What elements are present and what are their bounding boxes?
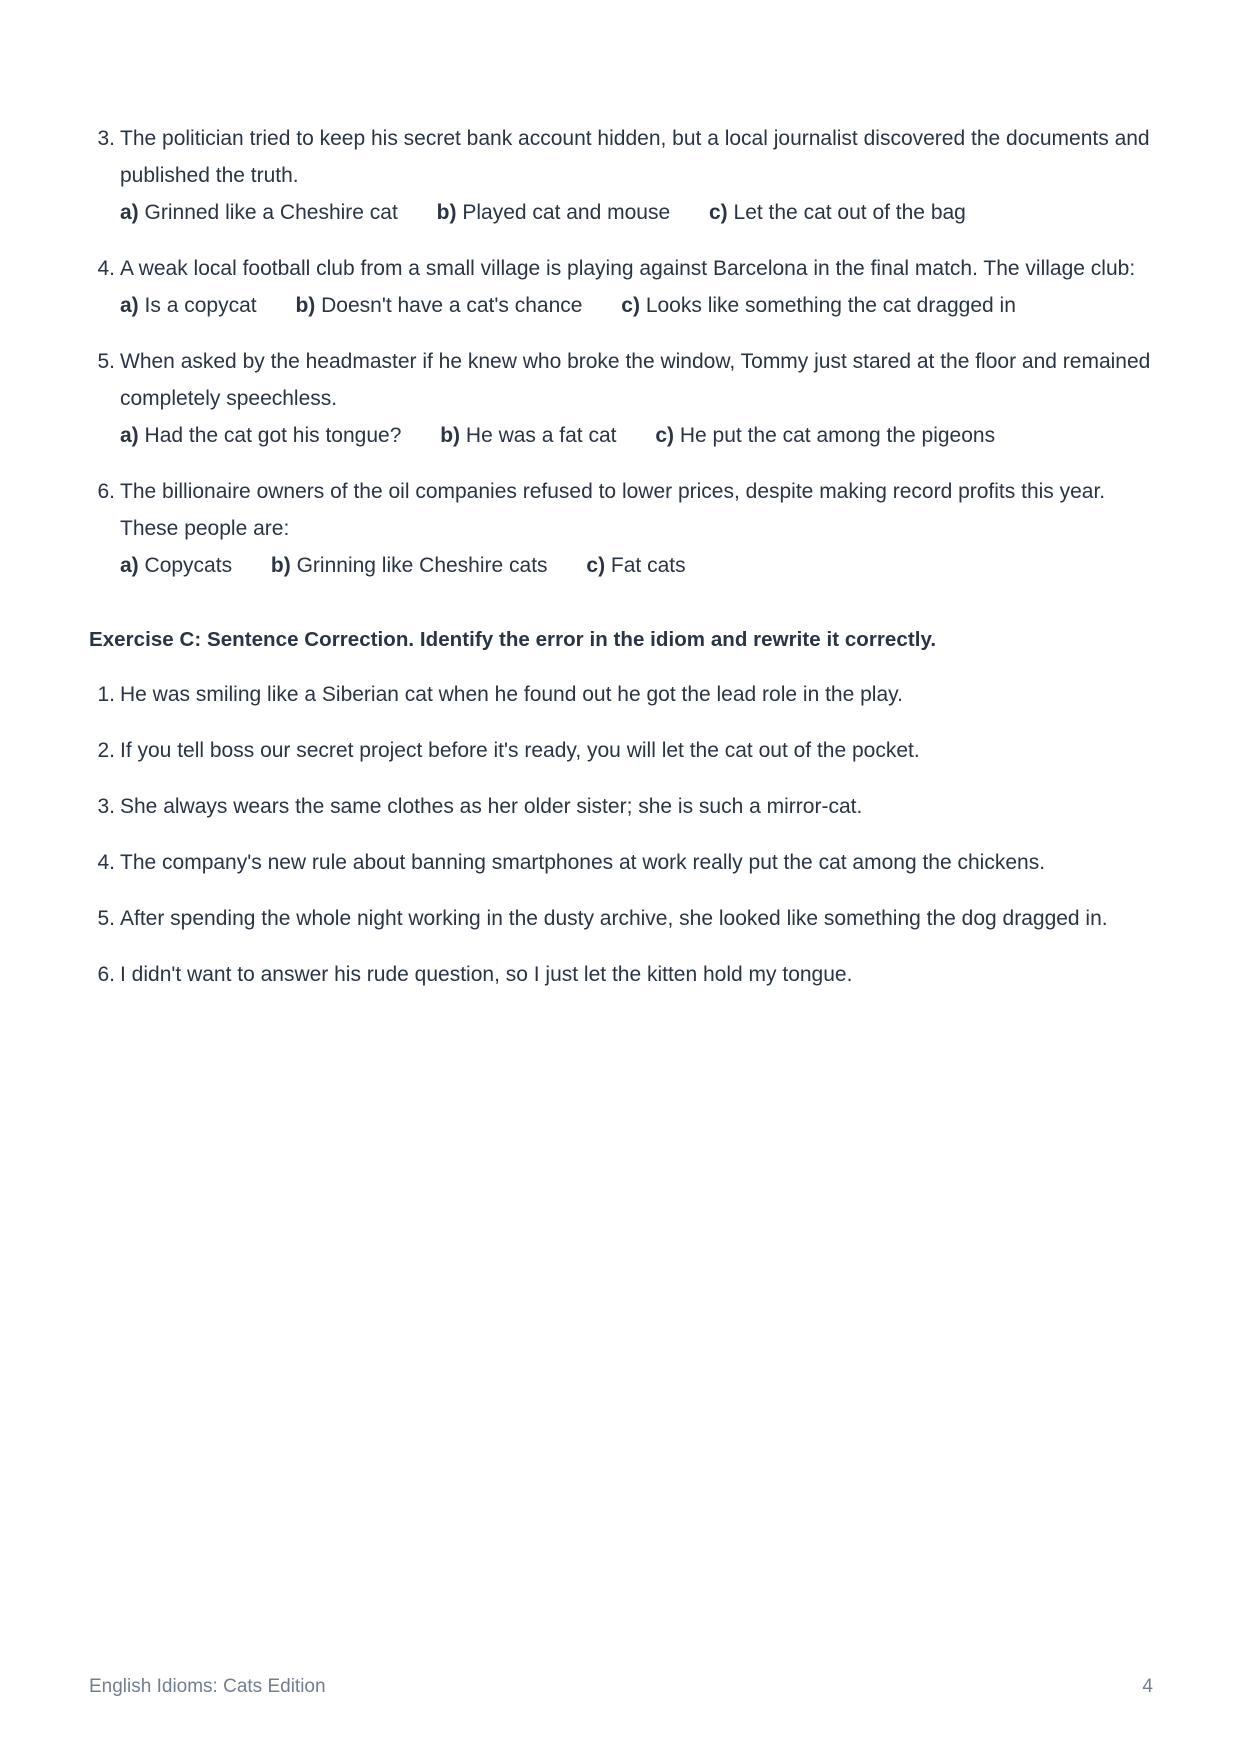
option-letter: b) bbox=[436, 201, 457, 224]
question-text: The politician tried to keep his secret bank account hidden, but a local journalist discovered the documents and published the truth. bbox=[120, 127, 1150, 187]
item-number: 1. bbox=[97, 683, 115, 706]
item-number: 3. bbox=[97, 795, 115, 818]
option-a bbox=[120, 547, 232, 584]
option-text: Grinned like a Cheshire cat bbox=[144, 201, 398, 224]
correction-item bbox=[89, 844, 1154, 881]
question-item bbox=[89, 250, 1154, 324]
question-item bbox=[89, 473, 1154, 584]
question-text: When asked by the headmaster if he knew who broke the window, Tommy just stared at the floor and remained completely speechless. bbox=[120, 350, 1151, 410]
option-letter: c) bbox=[655, 424, 675, 447]
question-item bbox=[89, 343, 1154, 454]
option-c bbox=[655, 417, 995, 454]
question-text: A weak local football club from a small village is playing against Barcelona in the final match. The village club: bbox=[120, 257, 1136, 280]
option-b bbox=[440, 417, 616, 454]
option-letter: c) bbox=[586, 554, 606, 577]
option-text: Played cat and mouse bbox=[462, 201, 671, 224]
question-text: The billionaire owners of the oil companies refused to lower prices, despite making record profits this year. These people are: bbox=[120, 480, 1106, 540]
answer-options bbox=[120, 287, 1154, 324]
correction-item bbox=[89, 956, 1154, 993]
answer-options bbox=[120, 547, 1154, 584]
sentence-correction-list bbox=[89, 676, 1154, 993]
correction-item bbox=[89, 788, 1154, 825]
item-text: She always wears the same clothes as her older sister; she is such a mirror-cat. bbox=[120, 795, 863, 818]
correction-item bbox=[89, 732, 1154, 769]
option-text: Looks like something the cat dragged in bbox=[645, 294, 1016, 317]
item-text: He was smiling like a Siberian cat when he found out he got the lead role in the play. bbox=[120, 683, 903, 706]
exercise-c-heading: Exercise C: Sentence Correction. Identify the error in the idiom and rewrite it correctly. bbox=[89, 628, 937, 651]
item-number: 5. bbox=[97, 907, 115, 930]
option-b bbox=[271, 547, 548, 584]
page-content bbox=[89, 120, 1154, 1012]
option-text: Grinning like Cheshire cats bbox=[296, 554, 548, 577]
option-letter: b) bbox=[295, 294, 316, 317]
option-text: Is a copycat bbox=[144, 294, 257, 317]
footer-title: English Idioms: Cats Edition bbox=[89, 1676, 326, 1697]
item-number: 4. bbox=[97, 851, 115, 874]
option-a bbox=[120, 417, 401, 454]
option-letter: a) bbox=[120, 554, 139, 577]
page-footer bbox=[89, 1676, 1153, 1698]
option-letter: a) bbox=[120, 424, 139, 447]
option-text: Copycats bbox=[144, 554, 233, 577]
option-letter: c) bbox=[708, 201, 728, 224]
option-a bbox=[120, 194, 398, 231]
option-text: He was a fat cat bbox=[465, 424, 617, 447]
option-letter: c) bbox=[621, 294, 640, 317]
page-number: 4 bbox=[1142, 1676, 1153, 1697]
option-c bbox=[586, 547, 685, 584]
item-text: After spending the whole night working in the dusty archive, she looked like something the dog dragged in. bbox=[120, 907, 1108, 930]
option-b bbox=[295, 287, 582, 324]
question-number: 3. bbox=[97, 127, 115, 150]
question-number: 6. bbox=[97, 480, 115, 503]
question-item bbox=[89, 120, 1154, 231]
option-text: Fat cats bbox=[610, 554, 686, 577]
multiple-choice-list bbox=[89, 120, 1154, 584]
item-number: 6. bbox=[97, 963, 115, 986]
option-text: Had the cat got his tongue? bbox=[144, 424, 402, 447]
option-c bbox=[709, 194, 966, 231]
option-b bbox=[437, 194, 670, 231]
option-a bbox=[120, 287, 257, 324]
question-number: 5. bbox=[97, 350, 115, 373]
item-text: I didn't want to answer his rude question, so I just let the kitten hold my tongue. bbox=[120, 963, 853, 986]
option-letter: b) bbox=[270, 554, 291, 577]
option-text: Doesn't have a cat's chance bbox=[321, 294, 583, 317]
item-text: The company's new rule about banning smartphones at work really put the cat among the chickens. bbox=[120, 851, 1046, 874]
item-text: If you tell boss our secret project before it's ready, you will let the cat out of the pocket. bbox=[120, 739, 920, 762]
answer-options bbox=[120, 194, 1154, 231]
option-c bbox=[621, 287, 1016, 324]
correction-item bbox=[89, 900, 1154, 937]
option-letter: b) bbox=[440, 424, 461, 447]
item-number: 2. bbox=[97, 739, 115, 762]
question-number: 4. bbox=[97, 257, 115, 280]
option-letter: a) bbox=[120, 294, 139, 317]
option-text: He put the cat among the pigeons bbox=[679, 424, 996, 447]
option-letter: a) bbox=[120, 201, 139, 224]
option-text: Let the cat out of the bag bbox=[733, 201, 966, 224]
answer-options bbox=[120, 417, 1154, 454]
correction-item bbox=[89, 676, 1154, 713]
